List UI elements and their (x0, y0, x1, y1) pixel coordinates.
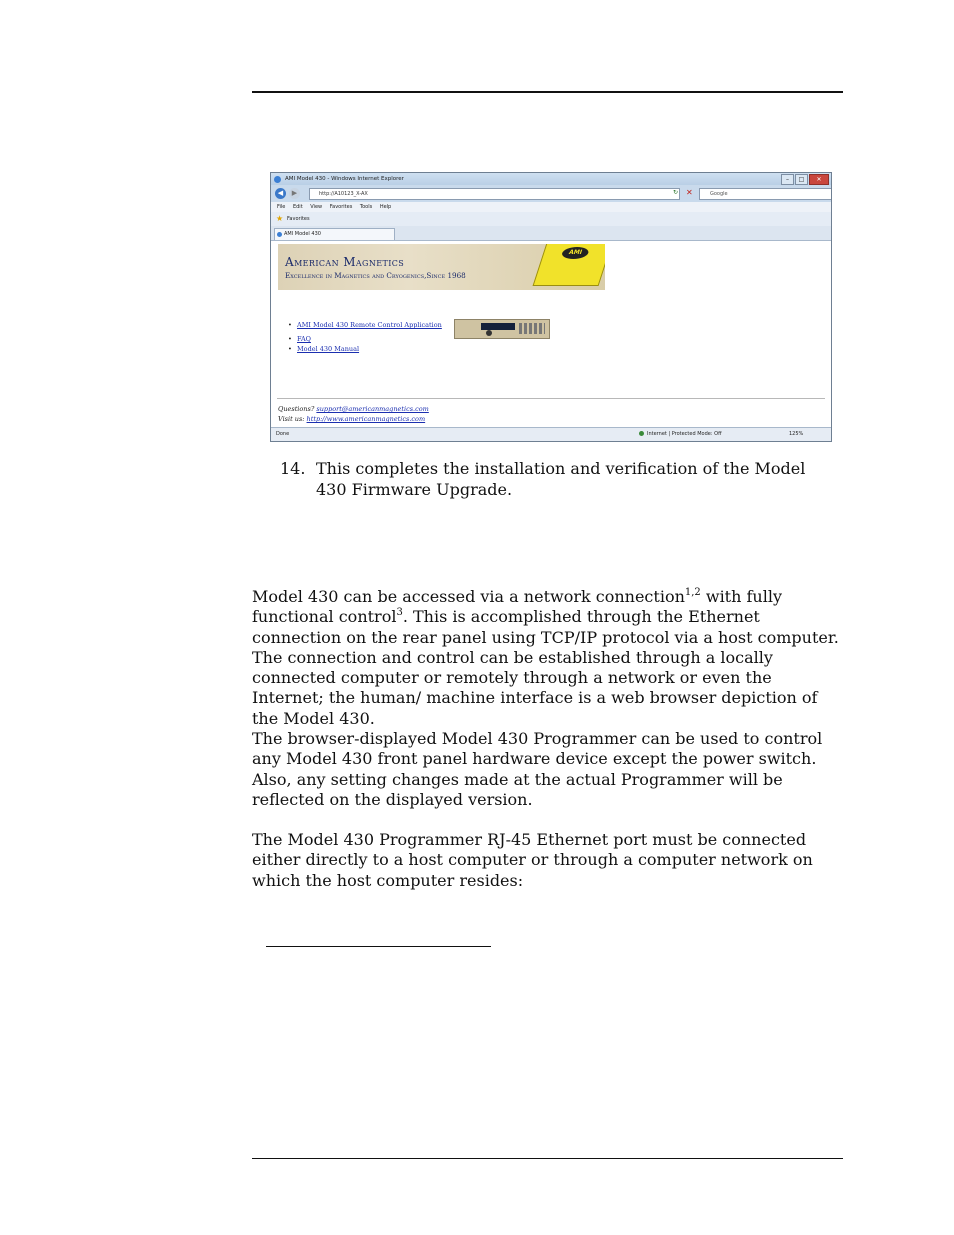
menu-item-file[interactable]: File (277, 204, 286, 210)
content-divider (277, 398, 825, 399)
paragraph-ethernet-port: The Model 430 Programmer RJ-45 Ethernet port must be connected either directly to a host computer or through a computer network on which the host computer resides: (252, 830, 813, 890)
minimize-button[interactable]: – (781, 174, 794, 185)
list-item (287, 320, 442, 330)
maximize-button[interactable]: □ (795, 174, 808, 185)
support-email-link[interactable]: support@americanmagnetics.com (316, 405, 429, 413)
ami-logo (533, 244, 605, 286)
banner-company-name: American Magnetics (285, 255, 405, 269)
link-list (287, 320, 442, 354)
window-titlebar (271, 173, 831, 185)
page-icon (277, 232, 282, 237)
window-title: AMI Model 430 - Windows Internet Explorer (285, 176, 404, 182)
menu-item-edit[interactable]: Edit (292, 204, 303, 210)
website-link[interactable]: http://www.americanmagnetics.com (306, 415, 426, 423)
address-bar[interactable]: http://A10123_X-AX (309, 188, 680, 200)
tab-row (271, 226, 831, 241)
step-text: This completes the installation and verification of the Model 430 Firmware Upgrade. (316, 459, 806, 499)
page-content (271, 241, 831, 427)
back-arrow-icon[interactable]: ◀ (275, 188, 286, 199)
stop-icon[interactable]: ✕ (686, 188, 693, 197)
banner-tagline: Excellence in Magnetics and Cryogenics,Since 1968 (285, 271, 466, 280)
device-display (481, 323, 515, 330)
footnote-rule (266, 946, 491, 947)
paragraph-text: with fully functional control (252, 587, 782, 627)
remote-control-link[interactable]: AMI Model 430 Remote Control Application (297, 321, 442, 329)
tab-label: AMI Model 430 (284, 231, 321, 237)
menu-item-tools[interactable]: Tools (359, 204, 373, 210)
search-input[interactable]: Google (699, 188, 832, 200)
paragraph-text: . This is accomplished through the Ethernet connection on the rear panel using TCP/IP protocol via a host computer. The connection and control can be established through a locally connected computer or remotely through a network or even the Internet; the human/ machine interface is a web browser depiction of the Model 430. (252, 607, 839, 728)
zoom-level[interactable]: 125% (789, 431, 804, 437)
paragraph-text: Model 430 can be accessed via a network connection (252, 587, 685, 606)
menu-item-help[interactable]: Help (379, 204, 392, 210)
page-footer (278, 404, 429, 424)
star-icon: ★ (276, 214, 284, 223)
favorites-button[interactable]: Favorites (287, 216, 310, 222)
footer-rule (252, 1158, 843, 1159)
paragraph-network-access (252, 587, 844, 729)
status-text: Done (276, 431, 290, 437)
menu-item-favorites[interactable]: Favorites (329, 204, 353, 210)
header-rule (252, 91, 843, 93)
footnote-ref: 1,2 (684, 587, 701, 598)
faq-link[interactable]: FAQ (297, 335, 311, 343)
list-item (287, 344, 442, 354)
ie-icon (274, 176, 281, 183)
menu-bar (271, 202, 831, 212)
list-item (287, 334, 442, 344)
menu-item-view[interactable]: View (310, 204, 323, 210)
manual-link[interactable]: Model 430 Manual (297, 345, 360, 353)
questions-label: Questions? (278, 405, 315, 413)
favorites-bar (271, 212, 831, 227)
step-number: 14. (280, 459, 306, 478)
refresh-icon[interactable]: ↻ (673, 189, 679, 196)
paragraph-browser-programmer: The browser-displayed Model 430 Programmer can be used to control any Model 430 front panel hardware device except the power switch. Also, any setting changes made at the actual Programmer will be reflected on the displayed version. (252, 729, 823, 809)
window-controls (781, 174, 829, 185)
visit-label: Visit us: (278, 415, 305, 423)
status-bar (271, 427, 831, 441)
ami-logo-text: AMI (560, 247, 590, 259)
forward-arrow-icon[interactable]: ▶ (289, 188, 300, 199)
close-button[interactable]: ✕ (809, 174, 829, 185)
address-row (271, 185, 831, 202)
model-430-front-panel-image (454, 319, 550, 339)
device-knob (486, 330, 492, 336)
security-zone: Internet | Protected Mode: Off (639, 428, 722, 441)
device-keypad (519, 323, 545, 334)
tab-ami-model-430[interactable] (274, 228, 395, 240)
browser-screenshot (270, 172, 832, 442)
ami-banner (278, 244, 605, 290)
footnote-ref: 3 (396, 607, 403, 619)
